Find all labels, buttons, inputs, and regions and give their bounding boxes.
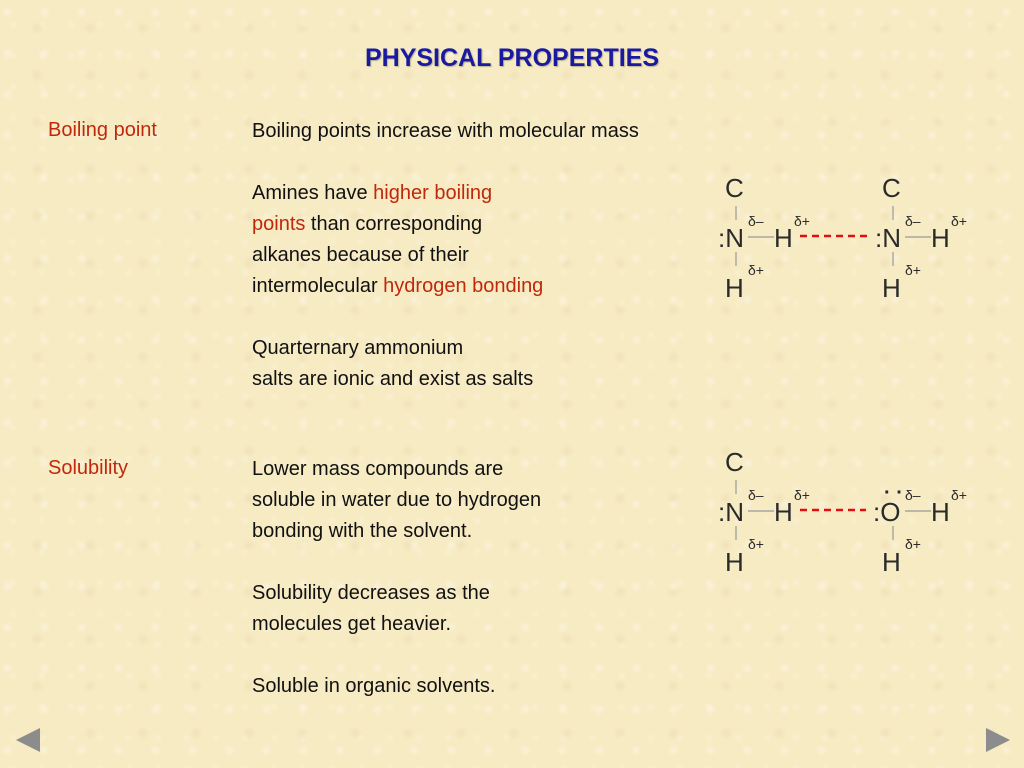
solubility-label: Solubility [48,457,129,479]
partial-positive-charge: δ+ [905,262,921,278]
solubility-p1-line2: soluble in water due to hydrogen [252,489,542,511]
triangle-left-icon[interactable] [16,728,40,752]
atom-c: C [725,173,744,203]
partial-negative-charge: δ– [748,213,764,229]
highlight-higher-boiling: higher boiling [373,182,493,204]
atom-o: :O [873,497,901,527]
boiling-p2-line2 [252,209,639,240]
atom-h: H [774,497,793,527]
atom-h: H [725,273,744,303]
partial-negative-charge: δ– [905,213,921,229]
boiling-p2-line4 [252,271,639,302]
boiling-p2-line1 [252,178,639,209]
lone-pair-dots: · · [884,482,903,504]
partial-positive-charge: δ+ [794,213,810,229]
boiling-p3-line1: Quarternary ammonium [252,337,464,359]
atom-h: H [931,223,950,253]
atom-n: :N [718,223,744,253]
solubility-p2-line1: Solubility decreases as the [252,582,490,604]
atom-c: C [725,447,744,477]
atom-n: :N [718,497,744,527]
atom-h: H [931,497,950,527]
text-fragment: Amines have [252,182,374,204]
partial-positive-charge: δ+ [951,487,967,503]
atom-n: :N [875,223,901,253]
partial-positive-charge: δ+ [748,536,764,552]
solubility-p1-line1: Lower mass compounds are [252,458,504,480]
boiling-p2-line3: alkanes because of their [252,244,469,266]
atom-h: H [774,223,793,253]
triangle-right-icon[interactable] [986,728,1010,752]
atom-h: H [882,273,901,303]
solubility-p3: Soluble in organic solvents. [252,675,496,697]
boiling-point-text [252,116,639,395]
highlight-hydrogen-bonding: hydrogen bonding [383,275,544,297]
slide-title: PHYSICAL PROPERTIES [364,44,660,72]
solubility-text [252,454,541,702]
atom-h: H [882,547,901,577]
partial-positive-charge: δ+ [748,262,764,278]
boiling-p3-line2: salts are ionic and exist as salts [252,368,534,390]
boiling-point-label: Boiling point [48,119,157,141]
highlight-points: points [252,213,306,235]
solubility-p1-line3: bonding with the solvent. [252,520,473,542]
text-fragment: than corresponding [305,213,483,235]
partial-positive-charge: δ+ [794,487,810,503]
solubility-p2-line2: molecules get heavier. [252,613,452,635]
atom-c: C [882,173,901,203]
amine-water-hydrogen-bond-diagram [700,442,1000,582]
atom-h: H [725,547,744,577]
partial-positive-charge: δ+ [951,213,967,229]
partial-negative-charge: δ– [905,487,921,503]
text-fragment: intermolecular [252,275,384,297]
partial-negative-charge: δ– [748,487,764,503]
boiling-p1: Boiling points increase with molecular mass [252,120,639,142]
amine-hydrogen-bond-diagram [700,168,1000,308]
partial-positive-charge: δ+ [905,536,921,552]
